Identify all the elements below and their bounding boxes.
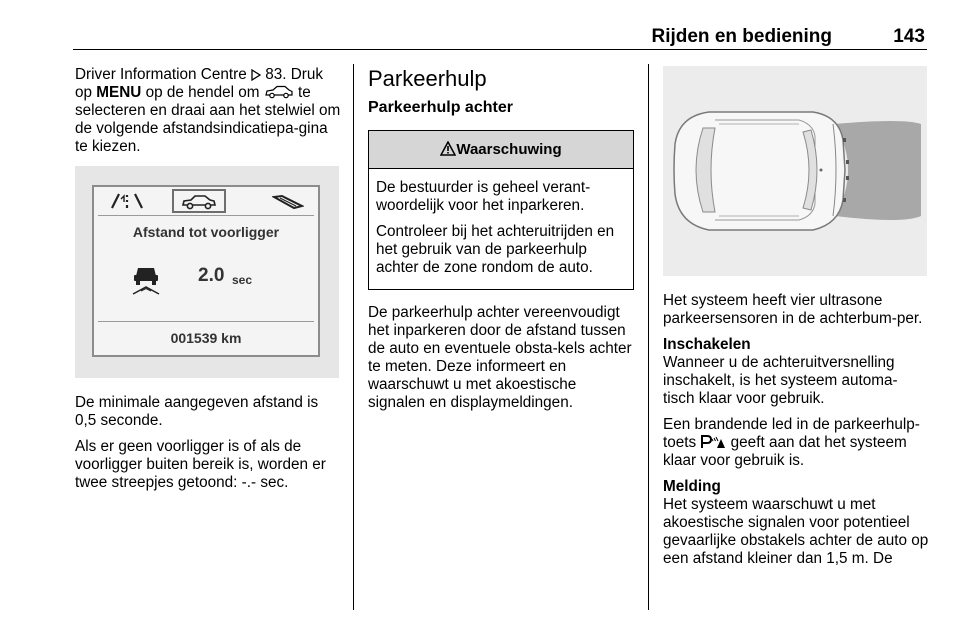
menu-key: MENU <box>96 84 142 101</box>
page-number: 143 <box>893 26 925 47</box>
header-divider <box>73 49 927 50</box>
tab-following-distance[interactable] <box>172 189 226 213</box>
dic-display-figure <box>75 166 339 378</box>
parking-assist-icon <box>700 435 726 449</box>
paragraph-warning: Het systeem waarschuwt u met akoestische signalen voor potentieel gevaarlijke obstakels achter de auto op een afstand kleiner dan 1,5 m. De <box>663 496 929 567</box>
block-activate <box>663 336 929 408</box>
heading-warning: Melding <box>663 478 721 495</box>
dic-page-label: Afstand tot voorligger <box>132 224 280 240</box>
paragraph-activate: Wanneer u de achteruitversnelling inschakelt, is het systeem automa-tisch klaar voor gebruik. <box>663 354 898 407</box>
column-3 <box>663 66 929 576</box>
paragraph-led: Een brandende led in de parkeerhulp-toets geeft aan dat het systeem klaar voor gebruik is. <box>663 416 920 469</box>
column-1 <box>75 66 341 500</box>
reference-arrow-icon <box>251 69 261 81</box>
heading-activate: Inschakelen <box>663 336 751 353</box>
warning-triangle-icon <box>440 141 456 156</box>
dic-tab-bar <box>94 189 318 215</box>
column-divider-1 <box>353 64 354 610</box>
car-icon <box>180 194 218 210</box>
chapter-title: Rijden en bediening <box>651 26 832 47</box>
sensor-zone-icon <box>835 121 921 220</box>
warning-paragraph-1: De bestuurder is geheel verant-woordelijk voor het inparkeren. <box>376 179 591 214</box>
screen-divider-top <box>98 215 314 216</box>
screen-divider-bottom <box>98 321 314 322</box>
page-reference[interactable]: 83. Druk op <box>75 66 324 101</box>
paragraph-minimum-distance: De minimale aangegeven afstand is 0,5 seconde. <box>75 394 319 429</box>
car-body-icon <box>674 112 845 230</box>
section-title: Parkeerhulp <box>368 66 487 91</box>
dic-screen <box>92 185 320 357</box>
paragraph-sensors: Het systeem heeft vier ultrasone parkeersensoren in de achterbum-per. <box>663 292 923 327</box>
warning-title: Waarschuwing <box>456 141 562 158</box>
car-icon <box>264 85 294 99</box>
warning-body <box>369 169 633 289</box>
warning-box <box>368 130 634 290</box>
following-distance-unit: sec <box>232 273 253 287</box>
intro-paragraph: Driver Information Centre 83. Druk op MENU op de hendel om te selecteren en draai aan het stelwiel om de volgende afstandsindicatiepa-gina te kiezen. <box>75 66 341 155</box>
lane-icon <box>110 192 146 210</box>
warning-paragraph-2: Controleer bij het achteruitrijden en het gebruik van de parkeerhulp achter de zone rondom de auto. <box>376 223 615 276</box>
car-topview-illustration <box>663 66 927 276</box>
page-header <box>73 20 927 50</box>
road-sign-icon <box>272 194 304 210</box>
rear-parking-sensor-figure <box>663 66 927 276</box>
warning-header <box>369 131 633 169</box>
column-divider-2 <box>648 64 649 610</box>
column-2 <box>368 66 634 420</box>
odometer-reading: 001539 km <box>170 330 242 346</box>
block-warning <box>663 478 929 568</box>
subsection-title: Parkeerhulp achter <box>368 99 513 116</box>
following-distance-icon <box>130 263 162 297</box>
paragraph-description: De parkeerhulp achter vereenvoudigt het inparkeren door de afstand tussen de auto en eventuele obsta-kels achter te meten. Deze informeert en waarschuwt u met akoestische signalen en displaymeldingen. <box>368 304 632 411</box>
following-distance-value: 2.0 <box>198 265 225 286</box>
paragraph-no-vehicle: Als er geen voorligger is of als de voorligger buiten bereik is, worden er twee streepjes getoond: -.- sec. <box>75 438 326 491</box>
